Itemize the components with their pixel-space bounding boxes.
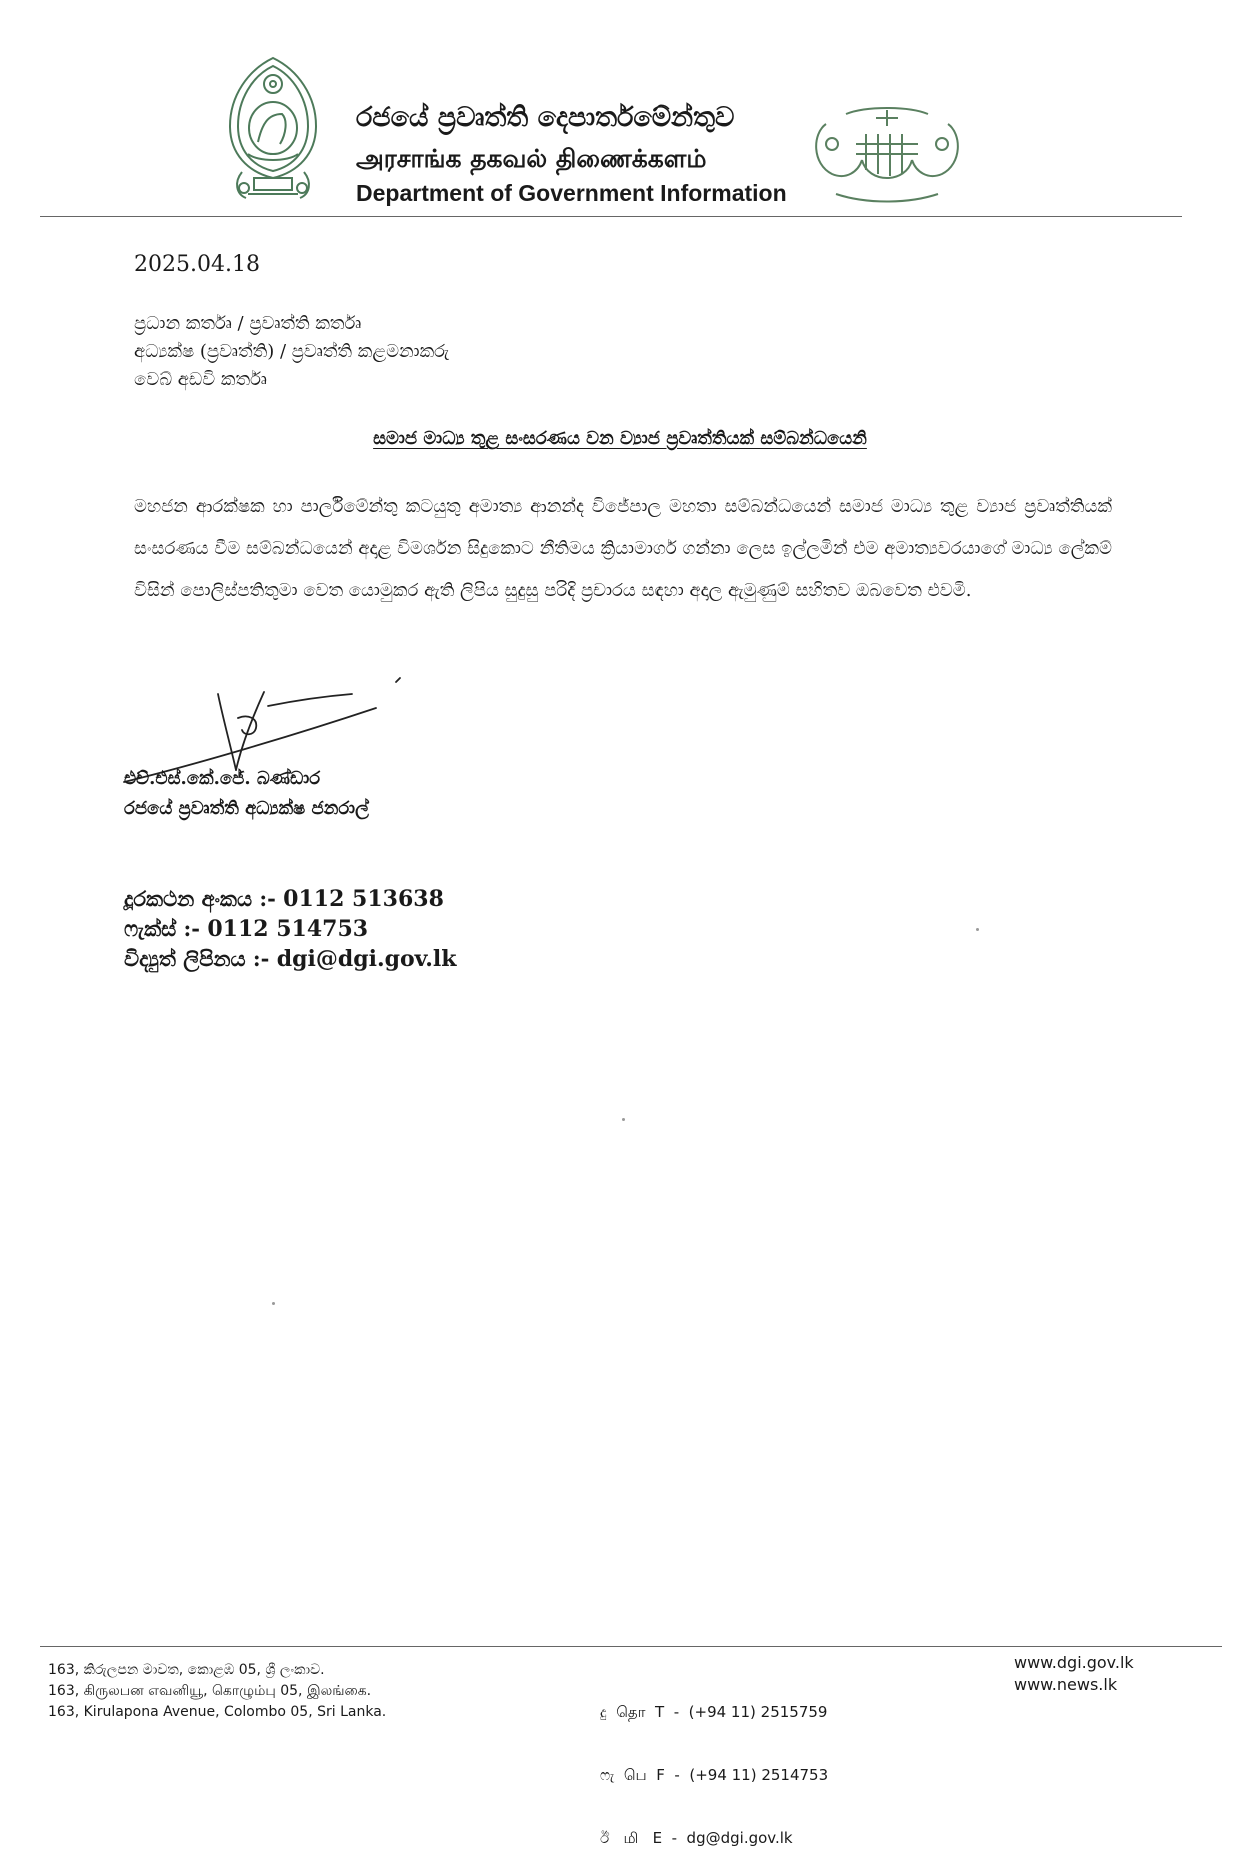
signatory-title: රජයේ ප්‍රවෘත්ති අධ්‍යක්ෂ ජනරාල් [124, 798, 369, 819]
footer-tel: දු தொ T - (+94 11) 2515759 [600, 1703, 828, 1721]
scan-speck [976, 928, 979, 931]
phone-number: 0112 513638 [283, 886, 444, 912]
footer-email: ඊ மி E - dg@dgi.gov.lk [600, 1829, 793, 1847]
subject-text: සමාජ මාධ්‍ය තුළ සංසරණය වන ව්‍යාජ ප්‍රවෘත්තියක් සම්බන්ධයෙනි [373, 428, 867, 449]
website-link[interactable]: www.news.lk [1014, 1675, 1118, 1694]
fax-number: 0112 514753 [207, 916, 369, 942]
footer-contact [600, 1660, 828, 1870]
address-tamil: 163, கிருலபன எவனியூ, கொழும்பு 05, இலங்கை. [48, 1683, 372, 1699]
footer-websites [1014, 1652, 1134, 1696]
recipient-line: ප්‍රධාන කර්තෘ / ප්‍රවෘත්ති කර්තෘ [134, 313, 362, 334]
email-label: විද්‍යුත් ලිපිනය :- [124, 946, 270, 971]
email-address: dgi@dgi.gov.lk [276, 946, 457, 972]
department-name-tamil: அரசாங்க தகவல் திணைக்களம் [356, 144, 707, 173]
footer-address [48, 1660, 386, 1723]
scan-speck [272, 1302, 275, 1305]
department-name-english: Department of Government Information [356, 180, 787, 206]
footer-divider [40, 1646, 1222, 1647]
national-emblem-icon [218, 54, 328, 204]
letter-subject [0, 428, 1240, 449]
email-line [124, 944, 457, 974]
department-name-sinhala: රජයේ ප්‍රවෘත්ති දෙපාර්තමේන්තුව [356, 102, 735, 133]
recipient-line: වෙබ් අඩවි කර්තෘ [134, 369, 267, 390]
signatory-name: එච්.එස්.කේ.ජේ. බණ්ඩාර [124, 768, 321, 789]
website-link[interactable]: www.dgi.gov.lk [1014, 1653, 1134, 1672]
recipient-list [134, 310, 449, 394]
contact-block [124, 884, 457, 974]
phone-label: දූරකථන අංකය :- [124, 886, 276, 911]
fax-line [124, 914, 457, 944]
recipient-line: අධ්‍යක්ෂ (ප්‍රවෘත්ති) / ප්‍රවෘත්ති කළමනාකරු [134, 341, 450, 362]
decorative-motif-icon [806, 104, 968, 208]
scan-speck [622, 1118, 625, 1121]
letter-body: මහජන ආරක්ෂක හා පාර්ලිමේන්තු කටයුතු අමාත්‍ය ආනන්ද විජේපාල මහතා සම්බන්ධයෙන් සමාජ මාධ්‍ය තුළ ව්‍යාජ ප්‍රවෘත්තියක් සංසරණය වීම සම්බන්ධයෙන් අදාළ විමර්ශන සිදුකොට නීතිමය ක්‍රියාමාර්ග ගන්නා ලෙස ඉල්ලමින් එම අමාත්‍යවරයාගේ මාධ්‍ය ලේකම් විසින් පොලිස්පතිතුමා වෙත යොමුකර ඇති ලිපිය සුදුසු පරිදි ප්‍රචාරය සඳහා අදාල ඇමුණුම් සහිතව ඔබවෙත එවමි. [134, 496, 1112, 601]
address-english: 163, Kirulapona Avenue, Colombo 05, Sri Lanka. [48, 1704, 387, 1720]
fax-label: ෆැක්ස් :- [124, 916, 201, 941]
header-divider [40, 216, 1182, 217]
letter-date: 2025.04.18 [134, 252, 260, 277]
address-sinhala: 163, කිරුලපන මාවත, කොළඹ 05, ශ්‍රී ලංකාව. [48, 1662, 325, 1678]
phone-line [124, 884, 457, 914]
footer-fax: ෆැ பெ F - (+94 11) 2514753 [600, 1766, 829, 1784]
